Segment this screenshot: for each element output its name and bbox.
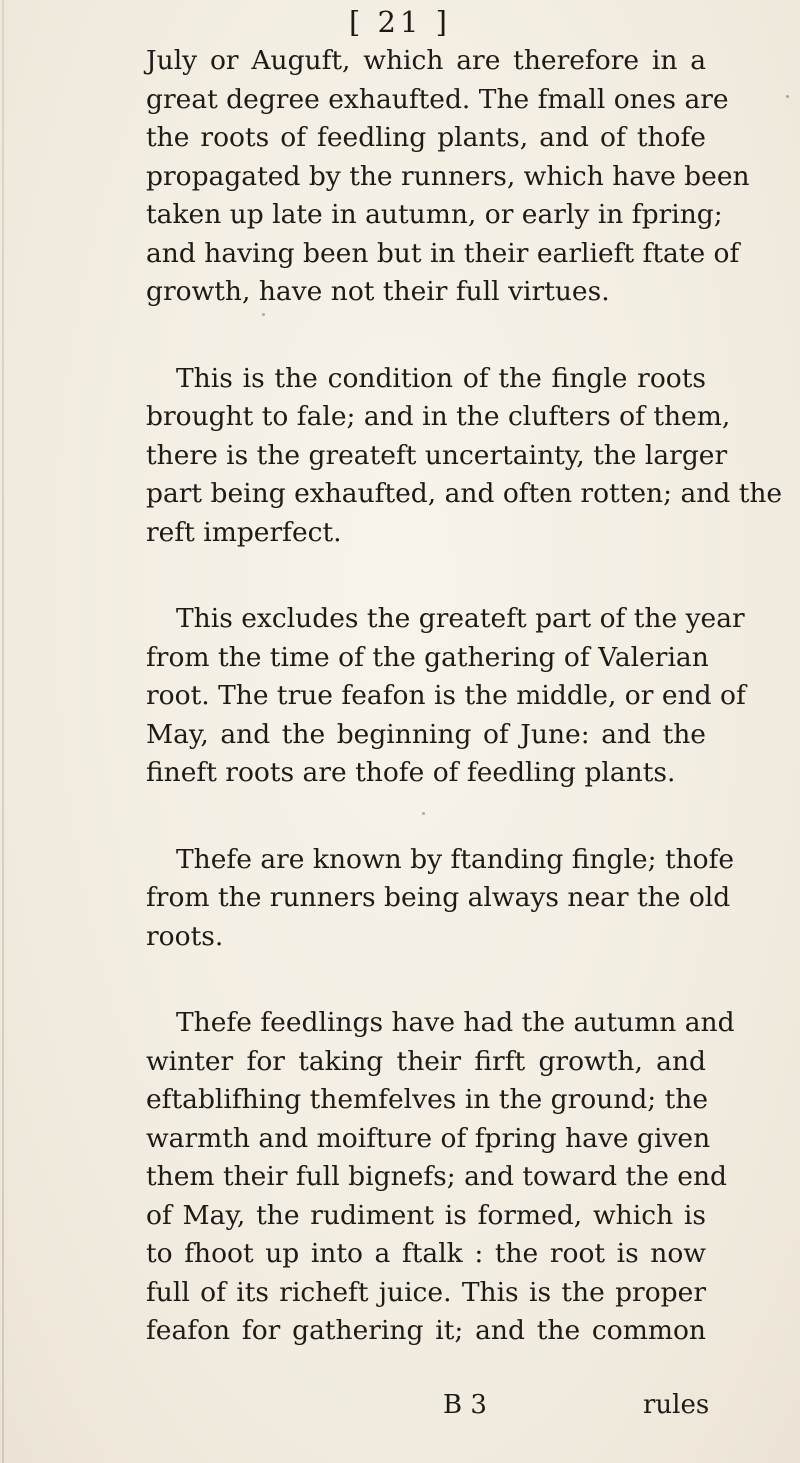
ink-speck — [786, 95, 789, 98]
text-line: to fhoot up into a ftalk : the root is now — [146, 1238, 706, 1269]
text-line: feafon for gathering it; and the common — [146, 1315, 706, 1346]
paragraph-4 — [146, 841, 735, 957]
text-line: July or Auguft, which are therefore in a — [146, 45, 706, 76]
page-number: [ 21 ] — [349, 5, 451, 39]
catchword: rules — [643, 1390, 710, 1420]
text-line: great degree exhaufted. The fmall ones are — [146, 83, 729, 115]
text-line: Thefe are known by ftanding fingle; thofe — [176, 843, 735, 875]
text-line: This excludes the greateft part of the year — [176, 603, 745, 634]
text-line: and having been but in their earlieft ftate of — [146, 237, 740, 269]
text-line: them their full bignefs; and toward the end — [146, 1161, 728, 1192]
text-line: warmth and moifture of fpring have given — [146, 1122, 711, 1154]
text-line: reft imperfect. — [146, 516, 342, 548]
text-line: there is the greateft uncertainty, the larger — [146, 439, 728, 471]
text-line: brought to fale; and in the clufters of them, — [146, 401, 731, 432]
text-line: eftablifhing themfelves in the ground; the — [146, 1084, 709, 1115]
paragraph-5 — [146, 1004, 735, 1351]
text-line: full of its richeft juice. This is the proper — [146, 1276, 706, 1308]
page-edge — [2, 0, 4, 1463]
text-line: from the time of the gathering of Valerian — [146, 641, 709, 673]
text-line: from the runners being always near the old — [146, 882, 731, 913]
ink-speck — [262, 313, 265, 316]
signature-mark: B 3 — [443, 1390, 487, 1420]
text-line: taken up late in autumn, or early in fpring; — [146, 199, 723, 230]
ink-speck — [422, 812, 425, 815]
text-line: Thefe feedlings have had the autumn and — [176, 1007, 735, 1038]
text-line: May, and the beginning of June: and the — [146, 718, 706, 750]
paragraph-3 — [146, 600, 746, 793]
text-line: of May, the rudiment is formed, which is — [146, 1199, 706, 1231]
page-footer — [0, 1390, 800, 1430]
text-line: winter for taking their firft growth, and — [146, 1045, 706, 1077]
text-line: fineft roots are thofe of feedling plants. — [146, 757, 676, 788]
body-text — [146, 42, 783, 1351]
text-line: roots. — [146, 920, 224, 952]
paragraph-1 — [146, 42, 750, 312]
text-line: propagated by the runners, which have been — [146, 160, 750, 192]
text-line: part being exhaufted, and often rotten; and the — [146, 478, 783, 509]
text-line: growth, have not their full virtues. — [146, 276, 610, 307]
text-line: the roots of feedling plants, and of thofe — [146, 122, 706, 153]
text-line: This is the condition of the fingle roots — [176, 362, 706, 394]
paragraph-2 — [146, 360, 783, 553]
text-line: root. The true feafon is the middle, or end of — [146, 680, 746, 711]
